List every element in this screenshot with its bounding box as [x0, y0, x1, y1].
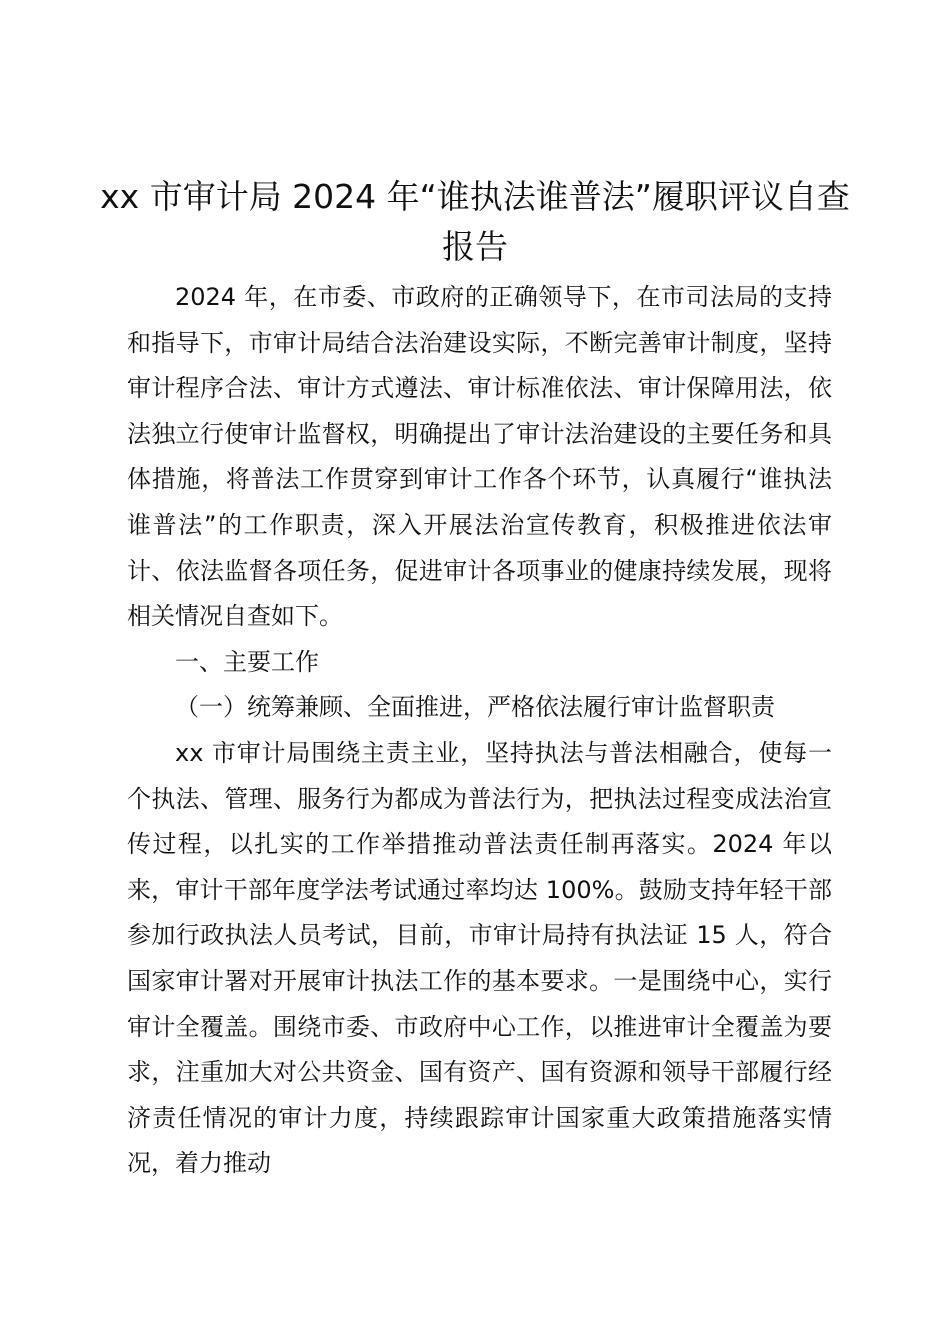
- document-title: xx 市审计局 2024 年“谁执法谁普法”履职评议自查报告: [100, 177, 850, 266]
- document-body: [127, 275, 832, 1187]
- section-heading: 一、主要工作: [175, 647, 319, 676]
- intro-paragraph: 2024 年，在市委、市政府的正确领导下，在市司法局的支持和指导下，市审计局结合法治建设实际，不断完善审计制度，坚持审计程序合法、审计方式遵法、审计标准依法、审计保障用法，依法独立行使审计监督权，明确提出了审计法治建设的主要任务和具体措施，将普法工作贯穿到审计工作各个环节，认真履行“谁执法谁普法”的工作职责，深入开展法治宣传教育，积极推进依法审计、依法监督各项任务，促进审计各项事业的健康持续发展，现将相关情况自查如下。: [127, 283, 832, 631]
- subsection-heading: （一）统筹兼顾、全面推进，严格依法履行审计监督职责: [175, 693, 775, 722]
- body-paragraph: xx 市审计局围绕主责主业，坚持执法与普法相融合，使每一个执法、管理、服务行为都成为普法行为，把执法过程变成法治宣传过程，以扎实的工作举措推动普法责任制再落实。2024 年以来，审计干部年度学法考试通过率均达 100%。鼓励支持年轻干部参加行政执法人员考试，目前，市审计局持有执法证 15 人，符合国家审计署对开展审计执法工作的基本要求。一是围绕中心，实行审计全覆盖。围绕市委、市政府中心工作，以推进审计全覆盖为要求，注重加大对公共资金、国有资产、国有资源和领导干部履行经济责任情况的审计力度，持续跟踪审计国家重大政策措施落实情况，着力推动: [127, 738, 832, 1178]
